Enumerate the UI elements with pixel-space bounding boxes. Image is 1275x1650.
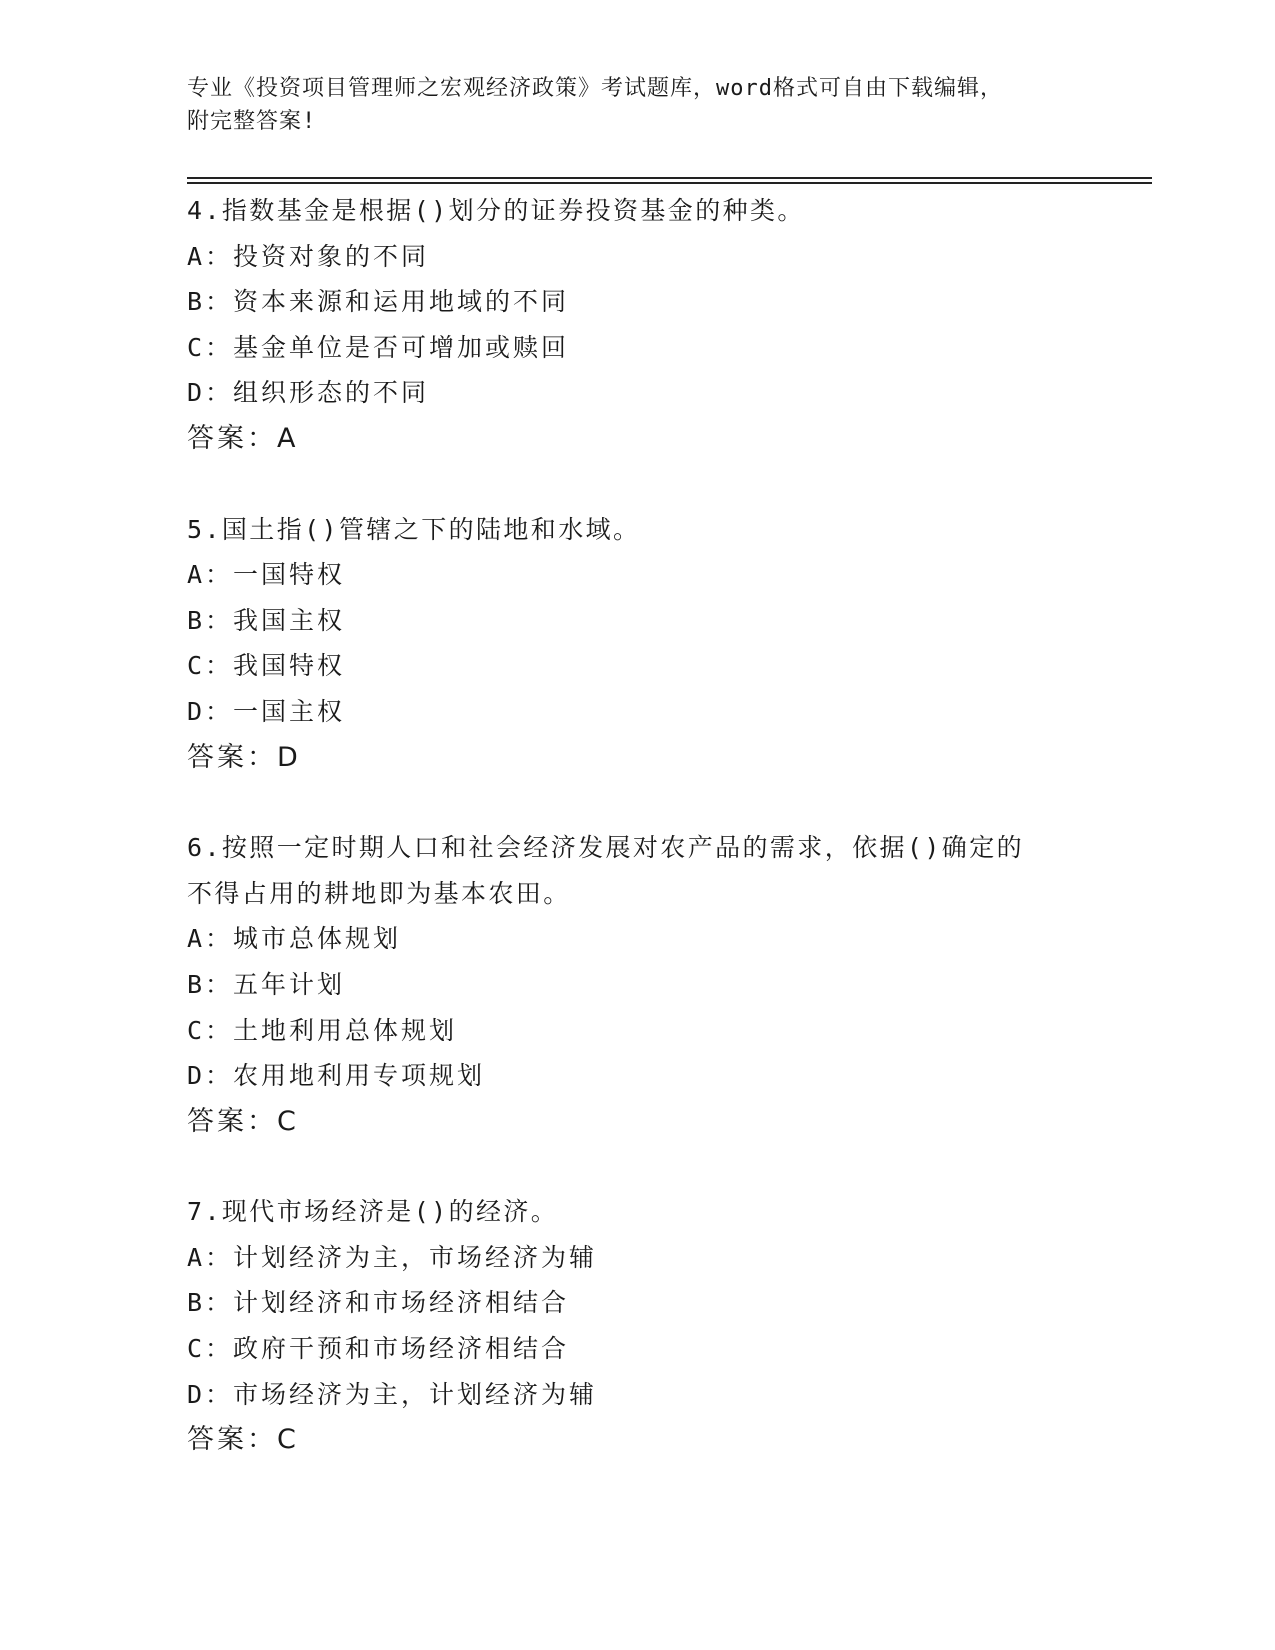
answer-option: B：计划经济和市场经济相结合 xyxy=(187,1288,570,1318)
question-block xyxy=(187,188,1147,462)
answer-option: A：计划经济为主，市场经济为辅 xyxy=(187,1242,598,1272)
answer-option: B：五年计划 xyxy=(187,969,346,999)
correct-answer: 答案：D xyxy=(187,741,301,773)
answer-option: B：资本来源和运用地域的不同 xyxy=(187,287,570,317)
answer-option: A：城市总体规划 xyxy=(187,924,402,954)
header-divider-top xyxy=(187,177,1152,179)
correct-answer: 答案：C xyxy=(187,1105,299,1137)
answer-option: A：一国特权 xyxy=(187,560,346,590)
answer-option: D：组织形态的不同 xyxy=(187,378,430,408)
question-block xyxy=(187,1189,1147,1463)
header-line-1: 专业《投资项目管理师之宏观经济政策》考试题库，word格式可自由下载编辑， xyxy=(187,76,1003,101)
correct-answer: 答案：C xyxy=(187,1424,299,1456)
question-stem: 4.指数基金是根据()划分的证券投资基金的种类。 xyxy=(187,196,805,225)
answer-option: C：土地利用总体规划 xyxy=(187,1015,458,1045)
answer-option: C：基金单位是否可增加或赎回 xyxy=(187,332,570,362)
answer-option: D：农用地利用专项规划 xyxy=(187,1061,486,1091)
header-line-2: 附完整答案! xyxy=(187,109,317,134)
question-stem: 不得占用的耕地即为基本农田。 xyxy=(187,878,571,908)
answer-option: C：政府干预和市场经济相结合 xyxy=(187,1334,570,1364)
question-block xyxy=(187,507,1147,781)
header-divider-bottom xyxy=(187,182,1152,184)
question-list xyxy=(187,188,1147,1463)
document-header xyxy=(187,72,1087,138)
answer-option: B：我国主权 xyxy=(187,605,346,635)
correct-answer: 答案：A xyxy=(187,422,299,454)
question-stem: 5.国土指()管辖之下的陆地和水域。 xyxy=(187,514,641,544)
question-stem: 7.现代市场经济是()的经济。 xyxy=(187,1197,559,1227)
answer-option: A：投资对象的不同 xyxy=(187,241,430,271)
answer-option: D：一国主权 xyxy=(187,696,346,726)
question-stem: 6.按照一定时期人口和社会经济发展对农产品的需求，依据()确定的 xyxy=(187,833,1025,863)
answer-option: C：我国特权 xyxy=(187,651,346,681)
answer-option: D：市场经济为主，计划经济为辅 xyxy=(187,1379,598,1409)
question-block xyxy=(187,825,1147,1144)
